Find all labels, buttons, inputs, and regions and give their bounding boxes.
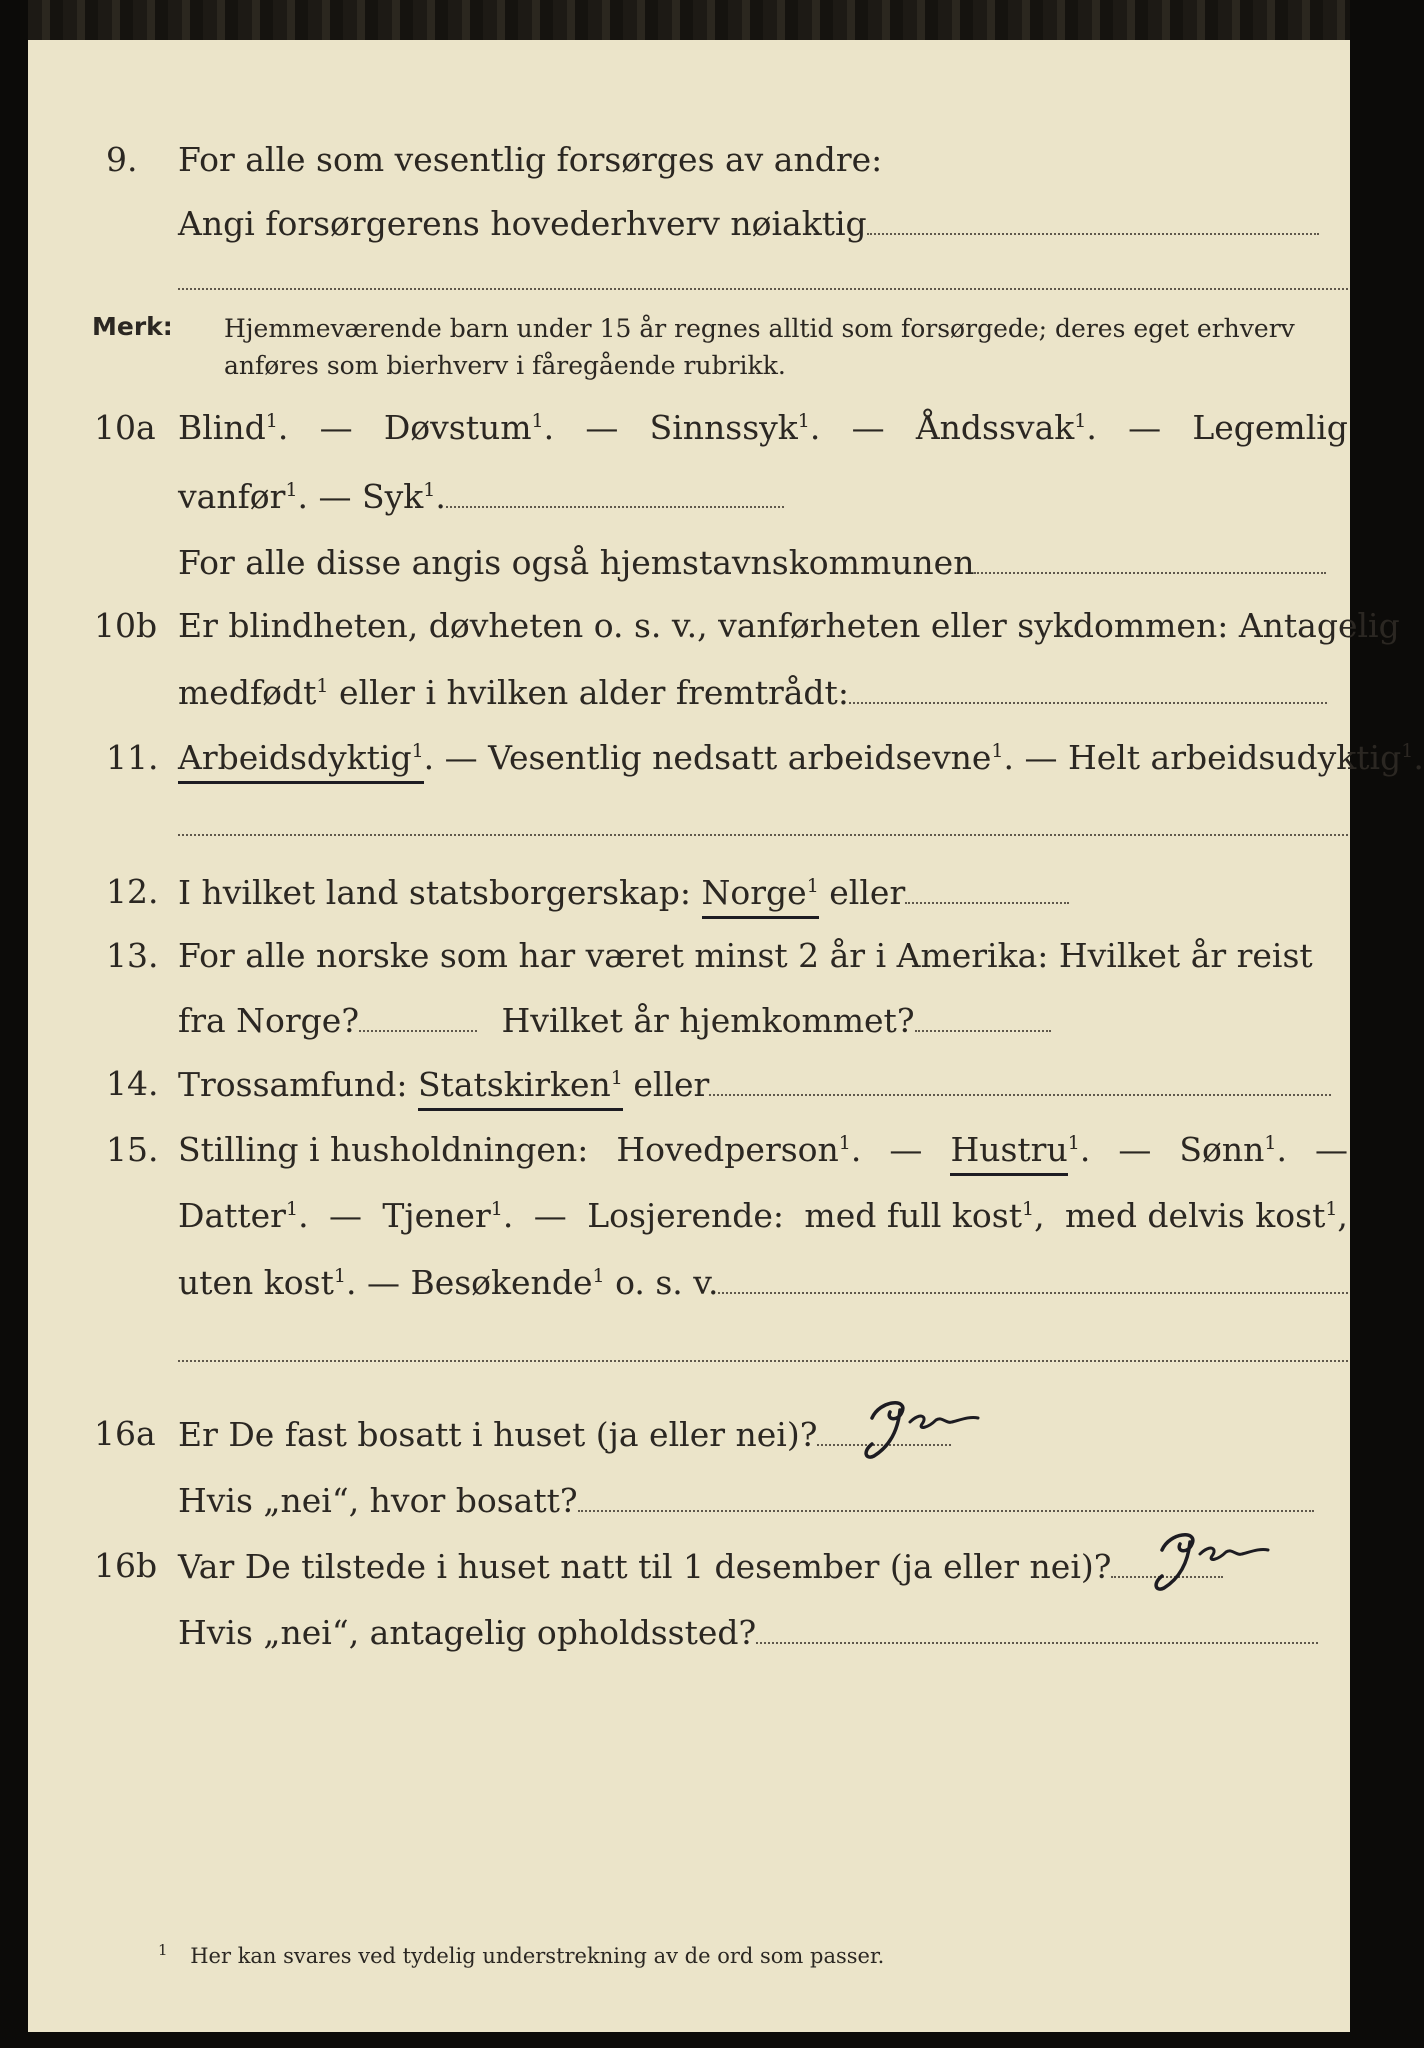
q11-answer-line[interactable] (178, 834, 1348, 836)
q15-line3: uten kost$^1$. — Besøkende$^1$ o. s. v. (178, 1262, 1348, 1303)
q11-line: Arbeidsdyktig$^1$. — Vesentlig nedsatt arbeidsevne$^1$. — Helt arbeidsudyktig$^1$. (178, 738, 1424, 778)
q15-number: 15. (106, 1130, 159, 1169)
q12-answer-line[interactable] (905, 872, 1069, 904)
option-norge-underlined[interactable]: Norge$^1$ (702, 873, 819, 919)
option-sinnssyk[interactable]: Sinnssyk$^1$. (649, 408, 821, 447)
dash: — (318, 477, 352, 516)
hjemstavnskommune-line[interactable] (974, 542, 1326, 574)
q16b-line1: Var De tilstede i huset natt til 1 desember (ja eller nei)? (178, 1546, 1223, 1587)
q16a-line2: Hvis „nei“, hvor bosatt? (178, 1480, 1314, 1521)
dash: — (1128, 408, 1162, 447)
option-dovstum[interactable]: Døvstum$^1$. (383, 408, 555, 447)
q16a-line1: Er De fast bosatt i huset (ja eller nei)? (178, 1414, 951, 1455)
scan-top-edge (28, 0, 1350, 40)
q10b-answer-line[interactable] (849, 672, 1327, 704)
dash: — (585, 408, 619, 447)
q14-number: 14. (106, 1064, 159, 1103)
q13-line1: For alle norske som har været minst 2 år i Amerika: Hvilket år reist (178, 936, 1313, 975)
option-sonn[interactable]: Sønn$^1$. (1179, 1130, 1287, 1169)
q13-reist-line[interactable] (359, 1000, 477, 1032)
option-med-full-kost[interactable]: med full kost$^1$, (804, 1196, 1045, 1235)
q16a-number: 16a (94, 1414, 156, 1453)
q10a-line3: For alle disse angis også hjemstavnskommunen (178, 542, 1326, 583)
q15-answer-line-2[interactable] (178, 1360, 1348, 1362)
option-syk[interactable]: Syk$^1$. (362, 477, 446, 516)
q15-line2: Datter$^1$. — Tjener$^1$. — Losjerende: med full kost$^1$, med delvis kost$^1$, (178, 1196, 1348, 1235)
option-helt-arbeidsudyktig[interactable]: . — Helt arbeidsudyktig (1003, 738, 1402, 777)
q10a-number: 10a (94, 408, 156, 447)
merk-label: Merk: (92, 312, 173, 341)
census-form-page (28, 40, 1424, 2032)
q10b-number: 10b (94, 606, 158, 645)
option-vesentlig-nedsatt[interactable]: . — Vesentlig nedsatt arbeidsevne (423, 738, 992, 777)
handwritten-answer-ja-16a (828, 1382, 1008, 1460)
q13-line2: fra Norge? Hvilket år hjemkommet? (178, 1000, 1051, 1041)
q11-number: 11. (106, 738, 159, 777)
option-datter[interactable]: Datter$^1$. (178, 1196, 309, 1235)
merk-line1: Hjemmeværende barn under 15 år regnes alltid som forsørgede; deres eget erhverv (224, 314, 1295, 343)
q10b-line2: medfødt$^1$ eller i hvilken alder fremtrådt: (178, 672, 1327, 713)
q16b-number: 16b (94, 1546, 158, 1585)
q10b-line1: Er blindheten, døvheten o. s. v., vanførheten eller sykdommen: Antagelig (178, 606, 1400, 645)
q15-line1: Stilling i husholdningen: Hovedperson$^1$. — Hustru$^1$. — Sønn$^1$. — (178, 1130, 1348, 1170)
option-arbeidsdyktig-underlined[interactable]: Arbeidsdyktig$^1$ (178, 738, 424, 784)
option-uten-kost[interactable]: uten kost$^1$. (178, 1263, 357, 1302)
option-medfodt[interactable]: medfødt$^1$ (178, 673, 329, 712)
option-legemlig[interactable]: Legemlig (1192, 408, 1348, 447)
q14-line: Trossamfund: Statskirken$^1$ eller (178, 1064, 1331, 1105)
q16a-bosatt-line[interactable] (578, 1480, 1314, 1512)
q13-number: 13. (106, 936, 159, 975)
option-blind[interactable]: Blind$^1$. (178, 408, 289, 447)
q12-line: I hvilket land statsborgerskap: Norge$^1$ eller (178, 872, 1069, 913)
dash: — (319, 408, 353, 447)
q16b-line2: Hvis „nei“, antagelig opholdssted? (178, 1612, 1318, 1653)
q13-hjemkommet-line[interactable] (915, 1000, 1051, 1032)
option-tjener[interactable]: Tjener$^1$. (382, 1196, 514, 1235)
q14-answer-line[interactable] (709, 1064, 1331, 1096)
q10a-line2 (178, 476, 784, 517)
q9-answer-line-2[interactable] (178, 288, 1348, 290)
option-andssvak[interactable]: Åndssvak$^1$. (915, 408, 1097, 447)
q9-number: 9. (106, 140, 138, 179)
q10a-answer-line[interactable] (446, 476, 784, 508)
q16b-opholdssted-line[interactable] (756, 1612, 1318, 1644)
merk-line2: anføres som bierhverv i fåregående rubrikk. (224, 351, 786, 380)
footnote: $^1$ Her kan svares ved tydelig understrekning av de ord som passer. (158, 1941, 885, 1968)
losjerende-label: Losjerende: (587, 1196, 784, 1235)
handwritten-answer-ja-16b (1138, 1514, 1298, 1592)
option-vanfor[interactable]: vanfør$^1$. (178, 477, 309, 516)
q10a-line1 (178, 408, 1348, 448)
option-statskirken-underlined[interactable]: Statskirken$^1$ (418, 1065, 623, 1111)
dash: — (851, 408, 885, 447)
q9-line1: For alle som vesentlig forsørges av andre: (178, 140, 883, 179)
option-med-delvis-kost[interactable]: med delvis kost$^1$, (1065, 1196, 1348, 1235)
q15-answer-line[interactable] (718, 1262, 1348, 1294)
option-besokende[interactable]: Besøkende$^1$ (410, 1263, 605, 1302)
q9-line2: Angi forsørgerens hovederhverv nøiaktig (178, 203, 1319, 244)
q12-number: 12. (106, 872, 159, 911)
option-hustru-underlined[interactable]: Hustru$^1$. (950, 1130, 1090, 1170)
option-hovedperson[interactable]: Hovedperson$^1$. (616, 1130, 862, 1169)
q9-answer-line[interactable] (867, 203, 1319, 235)
